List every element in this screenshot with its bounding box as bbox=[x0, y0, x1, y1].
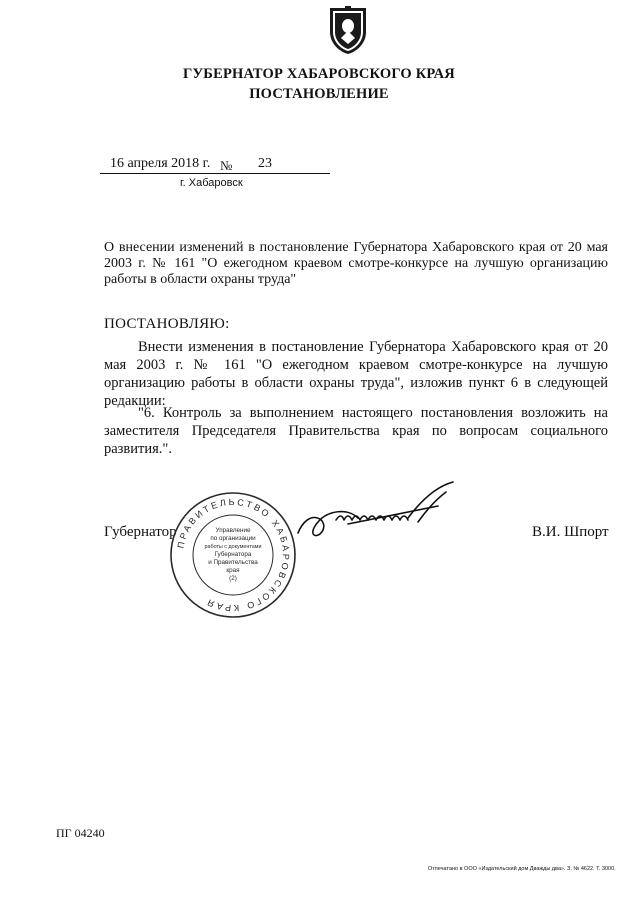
stamp-line-6: края bbox=[226, 567, 240, 574]
handwritten-signature bbox=[288, 478, 458, 548]
document-date: 16 апреля 2018 г. bbox=[110, 156, 211, 171]
official-stamp bbox=[168, 490, 298, 620]
number-sign: № bbox=[220, 158, 233, 173]
document-type: ПОСТАНОВЛЕНИЕ bbox=[249, 86, 389, 102]
stamp-line-3: работы с документами bbox=[204, 544, 262, 550]
body-paragraph-2: "6. Контроль за выполнением настоящего постановления возложить на заместителя Председателя Правительства края по вопросам социального развития.". bbox=[104, 405, 608, 457]
document-code: ПГ 04240 bbox=[56, 826, 105, 840]
body-paragraph-1: Внести изменения в постановление Губернатора Хабаровского края от 20 мая 2003 г. № 161 "О ежегодном краевом смотре-конкурсе на лучшую организацию работы в области охраны труда", изложив пункт 6 в следующей редакции: bbox=[104, 339, 608, 409]
issuing-authority: ГУБЕРНАТОР ХАБАРОВСКОГО КРАЯ bbox=[183, 66, 455, 82]
stamp-line-7: (2) bbox=[229, 575, 237, 582]
signatory-name: В.И. Шпорт bbox=[532, 524, 609, 540]
stamp-line-4: Губернатора bbox=[214, 551, 252, 558]
stamp-ring-text: ПРАВИТЕЛЬСТВО ХАБАРОВСКОГО КРАЯ bbox=[175, 496, 292, 614]
coat-of-arms-emblem bbox=[326, 4, 370, 56]
stamp-line-2: по организации bbox=[210, 535, 256, 542]
date-underline bbox=[100, 173, 330, 174]
document-number: 23 bbox=[258, 156, 272, 171]
signatory-title: Губернатор bbox=[104, 524, 177, 540]
printer-imprint: Отпечатано в ООО «Издательский дом Дважды два». З. № 4622. Т. 3000. bbox=[428, 866, 616, 872]
decree-word: ПОСТАНОВЛЯЮ: bbox=[104, 316, 230, 332]
stamp-line-5: и Правительства bbox=[208, 559, 258, 566]
document-subject: О внесении изменений в постановление Губернатора Хабаровского края от 20 мая 2003 г. № 161 "О ежегодном краевом смотре-конкурсе на лучшую организацию работы в области охраны труда" bbox=[104, 240, 608, 287]
stamp-line-1: Управление bbox=[215, 527, 251, 534]
document-city: г. Хабаровск bbox=[180, 177, 243, 189]
